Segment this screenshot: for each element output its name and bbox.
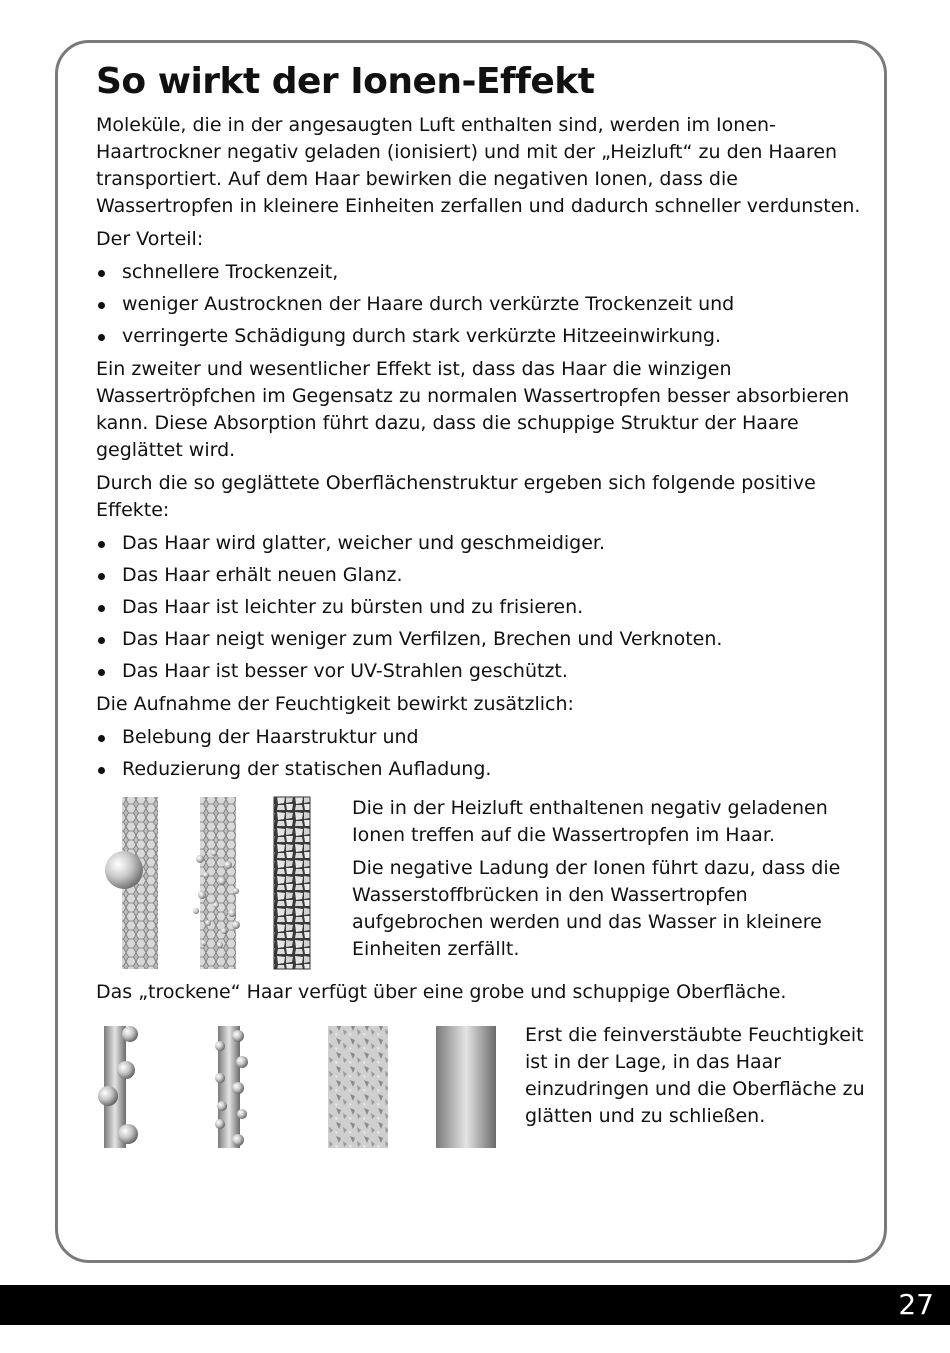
list-item: schnellere Trockenzeit, [96, 259, 866, 286]
advantages-list [96, 259, 866, 350]
absorption-text [525, 1022, 865, 1136]
figure1-text2: Die negative Ladung der Ionen führt dazu, dass die Wasserstoffbrücken in den Wassertropfen aufgebrochen werden und das Wasser in kleinere Einheiten zerfällt. [352, 857, 841, 960]
page-content [96, 60, 866, 1172]
advantage-label: Der Vorteil: [96, 228, 204, 250]
moisture-label: Die Aufnahme der Feuchtigkeit bewirkt zusätzlich: [96, 693, 574, 715]
dry-hair-paragraph: Das „trockene“ Haar verfügt über eine grobe und schuppige Oberfläche. [96, 981, 787, 1003]
hair-rough-surface [328, 1026, 388, 1148]
second-effect-paragraph: Ein zweiter und wesentlicher Effekt ist, dass das Haar die winzigen Wassertröpfchen im Gegensatz zu normalen Wassertropfen besser absorbieren kann. Diese Absorption führt dazu, dass die schuppige Struktur der Haare geglättet wird. [96, 358, 850, 461]
intro-paragraph: Moleküle, die in der angesaugten Luft enthalten sind, werden im Ionen-Haartrockner negativ geladen (ionisiert) und mit der „Heizluft“ zu den Haaren transportiert. Auf dem Haar bewirken die negativen Ionen, dass die Wassertropfen in kleinere Einheiten zerfallen und dadurch schneller verdunsten. [96, 114, 861, 217]
figure1-text1: Die in der Heizluft enthaltenen negativ geladenen Ionen treffen auf die Wassertropfen im Haar. [352, 797, 828, 846]
moisture-effects-list [96, 724, 866, 783]
list-item: weniger Austrocknen der Haare durch verkürzte Trockenzeit und [96, 291, 866, 318]
page-footer [0, 1285, 950, 1325]
list-item: Das Haar wird glatter, weicher und geschmeidiger. [96, 530, 866, 557]
page-title: So wirkt der Ionen-Effekt [96, 61, 595, 102]
list-item: Das Haar neigt weniger zum Verfilzen, Brechen und Verknoten. [96, 626, 866, 653]
positive-effects-list [96, 530, 866, 685]
positive-effects-label: Durch die so geglättete Oberflächenstruktur ergeben sich folgende positive Effekte: [96, 472, 816, 521]
figure2-text: Erst die feinverstäubte Feuchtigkeit ist in der Lage, in das Haar einzudringen und die Oberfläche zu glätten und zu schließen. [525, 1024, 865, 1127]
list-item: Das Haar ist leichter zu bürsten und zu frisieren. [96, 594, 866, 621]
list-item: Das Haar erhält neuen Glanz. [96, 562, 866, 589]
list-item: Reduzierung der statischen Aufladung. [96, 756, 866, 783]
ion-effect-figure [96, 795, 866, 975]
absorption-figure [96, 1022, 866, 1172]
hair-smooth-surface [436, 1026, 496, 1148]
hair-smoothing-illustration [96, 1022, 506, 1152]
hair-water-droplet-illustration [96, 795, 326, 975]
hair-strand-coarse [274, 797, 310, 969]
list-item: Das Haar ist besser vor UV-Strahlen geschützt. [96, 658, 866, 685]
ion-effect-text [352, 795, 852, 969]
list-item: verringerte Schädigung durch stark verkürzte Hitzeeinwirkung. [96, 323, 866, 350]
list-item: Belebung der Haarstruktur und [96, 724, 866, 751]
page-number: 27 [898, 1288, 934, 1321]
water-droplet [105, 851, 143, 889]
